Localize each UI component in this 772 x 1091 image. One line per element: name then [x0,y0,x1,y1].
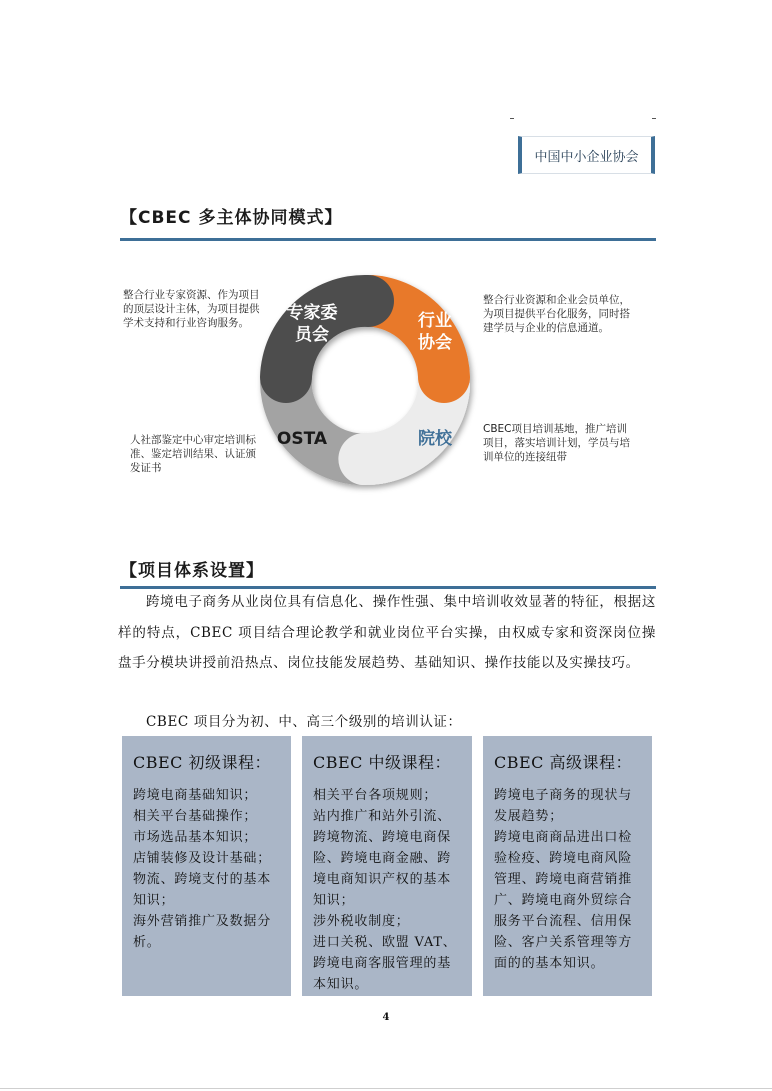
course-item: 进口关税、欧盟 VAT、跨境电商客服管理的基本知识。 [313,935,457,992]
industry-note: 整合行业资源和企业会员单位，为项目提供平台化服务，同时搭建学员与企业的信息通道。 [483,294,630,334]
page-number: 4 [382,1012,390,1023]
intro-paragraph: 跨境电子商务从业岗位具有信息化、操作性强、集中培训收效显著的特征，根据这样的特点，CBEC 项目结合理论教学和就业岗位平台实操，由权威专家和资深岗位操盘手分模块讲授前沿热点、岗位技能发展趋势、基础知识、操作技能以及实操技巧。 [118,594,656,671]
expert-note: 整合行业专家资源、作为项目的顶层设计主体，为项目提供学术支持和行业咨询服务。 [123,289,260,329]
cooperation-cycle-diagram [240,255,490,505]
course-card-title: CBEC 中级课程： [313,753,452,772]
section-rule [120,238,656,241]
course-item: 海外营销推广及数据分析。 [133,914,272,950]
course-item: 跨境电商商品进出口检验检疫、跨境电商风险管理、跨境电商营销推广、跨境电商外贸综合服务平台流程、信用保险、客户关系管理等方面的的基本知识。 [494,830,633,971]
course-item: 涉外税收制度； [313,914,410,929]
industry-association-label: 行业 协会 [418,311,452,353]
course-card-title: CBEC 高级课程： [494,753,633,772]
header-tick-right [652,118,656,119]
school-note: CBEC项目培训基地，推广培训项目，落实培训计划，学员与培训单位的连接纽带 [483,423,630,463]
course-item: 跨境电商基础知识； [133,788,258,803]
levels-paragraph: CBEC 项目分为初、中、高三个级别的培训认证： [146,714,462,730]
course-item: 相关平台基础操作； [133,809,258,824]
course-item: 站内推广和站外引流、跨境物流、跨境电商保险、跨境电商金融、跨境电商知识产权的基本知识； [313,809,452,908]
course-item: 物流、跨境支付的基本知识； [133,872,272,908]
osta-label: OSTA [276,429,328,449]
header-tick-left [510,118,514,119]
course-card-beginner [122,736,291,996]
expert-committee-label: 专家委 员会 [286,303,338,345]
organization-name: 中国中小企业协会 [518,136,655,174]
page-edge [0,1088,772,1089]
section-title-project-system: 【项目体系设置】 [120,561,264,581]
course-card-title: CBEC 初级课程： [133,753,272,772]
course-item: 相关平台各项规则； [313,788,438,803]
section-title-cooperation: 【CBEC 多主体协同模式】 [120,208,343,228]
course-card-intermediate [302,736,472,996]
school-label: 院校 [418,429,452,449]
osta-note: 人社部鉴定中心审定培训标准、鉴定培训结果、认证颁发证书 [130,434,256,474]
course-item: 店铺装修及设计基础； [133,851,272,866]
course-card-advanced [483,736,652,996]
course-item: 跨境电子商务的现状与发展趋势； [494,788,633,824]
course-item: 市场选品基本知识； [133,830,258,845]
